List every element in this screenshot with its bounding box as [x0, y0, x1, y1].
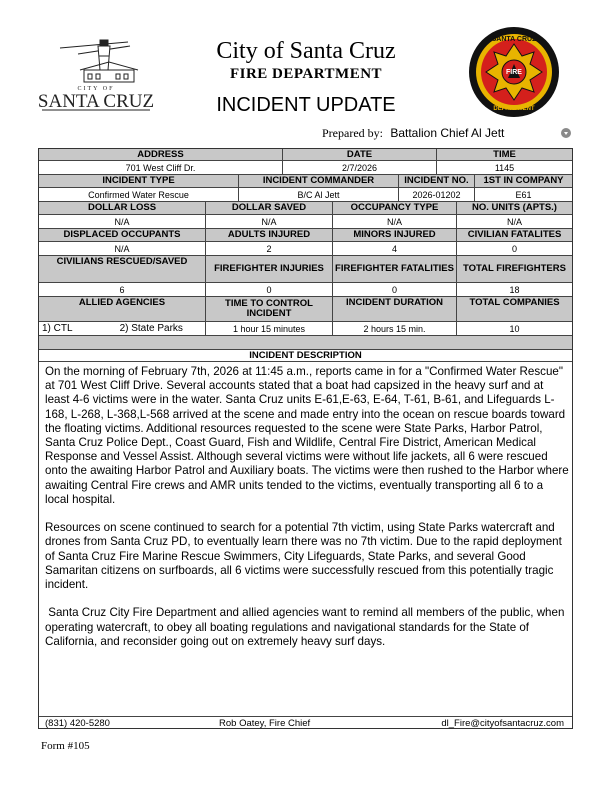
time-to-control-field[interactable]: 1 hour 15 minutes	[206, 322, 333, 336]
santa-cruz-city-logo	[38, 34, 154, 114]
address-label: ADDRESS	[39, 149, 283, 161]
dollar-saved-field[interactable]: N/A	[206, 215, 333, 229]
badge-mid-text: FIRE	[506, 69, 522, 76]
badge-bottom-text: DEPARTMENT	[493, 106, 535, 112]
displaced-occupants-label: DISPLACED OCCUPANTS	[39, 229, 206, 242]
prepared-by-label: Prepared by:	[322, 126, 383, 140]
time-label: TIME	[437, 149, 572, 161]
incident-type-field[interactable]: Confirmed Water Rescue	[39, 188, 239, 202]
logo-top-text: CITY OF	[77, 86, 115, 92]
total-companies-label: TOTAL COMPANIES	[457, 297, 572, 322]
adults-injured-label: ADULTS INJURED	[206, 229, 333, 242]
lighthouse-icon	[60, 40, 138, 82]
footer-email: dl_Fire@cityofsantacruz.com	[441, 718, 564, 729]
date-field[interactable]: 2/7/2026	[283, 161, 437, 175]
adults-injured-field[interactable]: 2	[206, 242, 333, 256]
firefighter-fatalities-field[interactable]: 0	[333, 283, 457, 297]
section-divider	[39, 336, 572, 350]
incident-commander-label: INCIDENT COMMANDER	[239, 175, 399, 188]
row5-values	[39, 283, 572, 297]
chevron-down-icon[interactable]	[561, 128, 571, 138]
first-company-label: 1ST IN COMPANY	[475, 175, 572, 188]
firefighter-fatalities-label: FIREFIGHTER FATALITIES	[333, 256, 457, 283]
civilians-rescued-label: CIVILIANS RESCUED/SAVED	[39, 256, 206, 283]
minors-injured-field[interactable]: 4	[333, 242, 457, 256]
address-field[interactable]: 701 West Cliff Dr.	[39, 161, 283, 175]
incident-description-field[interactable]	[45, 365, 569, 663]
allied-agencies-label: ALLIED AGENCIES	[39, 297, 206, 322]
total-firefighters-label: TOTAL FIREFIGHTERS	[457, 256, 572, 283]
footer-phone: (831) 420-5280	[45, 718, 110, 729]
firefighter-injuries-field[interactable]: 0	[206, 283, 333, 297]
row4-headers	[39, 229, 572, 242]
city-title: City of Santa Cruz	[216, 38, 396, 64]
prepared-by-select[interactable]: Battalion Chief Al Jett	[390, 126, 505, 140]
department-title: FIRE DEPARTMENT	[229, 66, 383, 82]
incident-type-label: INCIDENT TYPE	[39, 175, 239, 188]
occupancy-type-field[interactable]: N/A	[333, 215, 457, 229]
row4-values	[39, 242, 572, 256]
occupancy-type-label: OCCUPANCY TYPE	[333, 202, 457, 215]
row2-values	[39, 188, 572, 202]
row5-headers	[39, 256, 572, 283]
firefighter-injuries-label: FIREFIGHTER INJURIES	[206, 256, 333, 283]
row2-headers	[39, 175, 572, 188]
incident-update-title: INCIDENT UPDATE	[216, 94, 396, 116]
units-field[interactable]: N/A	[457, 215, 572, 229]
time-field[interactable]: 1145	[437, 161, 572, 175]
footer-chief: Rob Oatey, Fire Chief	[219, 718, 311, 729]
incident-commander-field[interactable]: B/C Al Jett	[239, 188, 399, 202]
incident-duration-label: INCIDENT DURATION	[333, 297, 457, 322]
letterhead	[0, 0, 612, 150]
first-company-field[interactable]: E61	[475, 188, 572, 202]
description-paragraph: Resources on scene continued to search for a potential 7th victim, using State Parks watercraft and drones from Santa Cruz PD, to eventually learn there was no 7th victim. Due to the rapid deployment of Santa Cruz Fire Marine Rescue Swimmers, City Lifeguards, State Parks, and several Good Samaritan citizens on surfboards, all 6 victims were successfully rescued from this potentially tragic incident.	[45, 521, 562, 592]
dollar-loss-label: DOLLAR LOSS	[39, 202, 206, 215]
allied-agencies-field	[39, 322, 206, 336]
form-number: Form #105	[41, 740, 90, 752]
incident-form	[38, 148, 573, 729]
row3-headers	[39, 202, 572, 215]
time-to-control-label: TIME TO CONTROL INCIDENT	[206, 297, 333, 322]
form-footer	[39, 716, 572, 729]
row6-headers	[39, 297, 572, 322]
displaced-occupants-field[interactable]: N/A	[39, 242, 206, 256]
row6-values	[39, 322, 572, 336]
civilian-fatalities-field[interactable]: 0	[457, 242, 572, 256]
allied-agency-1[interactable]: 1) CTL	[42, 322, 73, 334]
minors-injured-label: MINORS INJURED	[333, 229, 457, 242]
incident-number-field[interactable]: 2026-01202	[399, 188, 475, 202]
date-label: DATE	[283, 149, 437, 161]
total-firefighters-field[interactable]: 18	[457, 283, 572, 297]
units-label: NO. UNITS (APTS.)	[457, 202, 572, 215]
row3-values	[39, 215, 572, 229]
row1-headers	[39, 149, 572, 161]
allied-agency-2[interactable]: 2) State Parks	[119, 322, 183, 334]
description-paragraph: Santa Cruz City Fire Department and allied agencies want to remind all members of the public, when operating watercraft, to obey all boating regulations and navigational standards for the State of California, and reconsider going out on extremely heavy surf days.	[45, 606, 568, 648]
dollar-loss-field[interactable]: N/A	[39, 215, 206, 229]
incident-description-title: INCIDENT DESCRIPTION	[39, 350, 572, 362]
description-paragraph: On the morning of February 7th, 2026 at 11:45 a.m., reports came in for a "Confirmed Water Rescue" at 701 West Cliff Drive. Several accounts stated that a boat had capsized in the heavy surf and at least 4-6 victims were in the water. Santa Cruz units E-61,E-63, E-64, T-61, B-61, and Lifeguards L-168, L-268, L-368,L-568 arrived at the scene and made entry into the ocean on rescue boards toward the floating victims. Additional resources requested to the scene were State Parks, Harbor Patrol, Santa Cruz Police Dept., Coast Guard, Fish and Wildlife, Central Fire District, American Medical Response and Vessel Assist. Although several victims were without life jackets, all 6 were rescued onto the awaiting Harbor Patrol and Auxiliary boats. The victims were then rushed to the Harbor where awaiting Central Fire crews and AMR units tended to the victims, eventually transporting all 6 to a local hospital.	[45, 365, 569, 506]
incident-duration-field[interactable]: 2 hours 15 min.	[333, 322, 457, 336]
badge-top-text: SANTA CRUZ	[491, 36, 537, 43]
civilians-rescued-field[interactable]: 6	[39, 283, 206, 297]
incident-number-label: INCIDENT NO.	[399, 175, 475, 188]
total-companies-field[interactable]: 10	[457, 322, 572, 336]
dollar-saved-label: DOLLAR SAVED	[206, 202, 333, 215]
prepared-by	[322, 126, 504, 141]
fire-department-badge	[468, 26, 560, 118]
logo-main-text: SANTA CRUZ	[38, 91, 154, 112]
row1-values	[39, 161, 572, 175]
civilian-fatalities-label: CIVILIAN FATALITES	[457, 229, 572, 242]
